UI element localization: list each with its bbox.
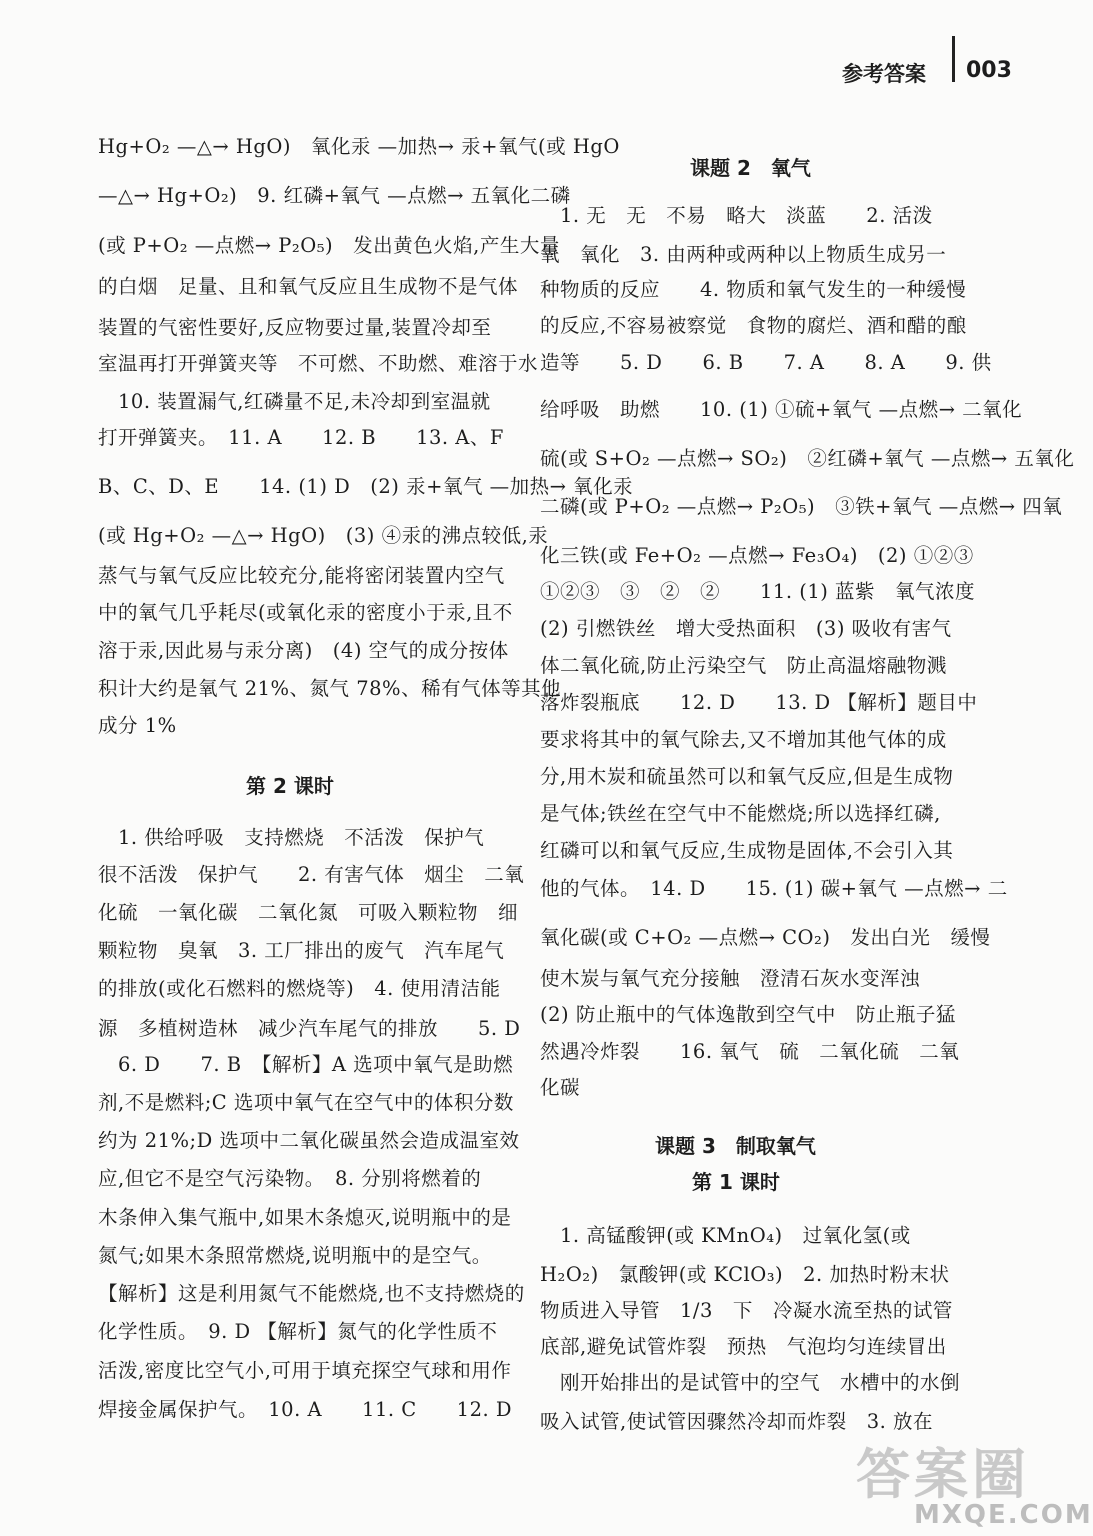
answer-line: 给呼吸 助燃 10. (1) ①硫+氧气 —点燃→ 二氧化 <box>540 398 1023 421</box>
answer-line: 中的氧气几乎耗尽(或氧化汞的密度小于汞,且不 <box>98 601 513 624</box>
answer-line: 溶于汞,因此易与汞分离) (4) 空气的成分按体 <box>98 639 509 662</box>
answer-line: 使木炭与氧气充分接触 澄清石灰水变浑浊 <box>540 967 921 990</box>
header-label: 参考答案 <box>842 62 926 86</box>
answer-line: 颗粒物 臭氧 3. 工厂排出的废气 汽车尾气 <box>98 939 505 962</box>
watermark-url: MXQE.COM <box>914 1500 1093 1530</box>
answer-line: 剂,不是燃料;C 选项中氧气在空气中的体积分数 <box>98 1091 514 1114</box>
answer-line: 很不活泼 保护气 2. 有害气体 烟尘 二氧 <box>98 863 525 886</box>
section-title: 第 2 课时 <box>246 774 334 798</box>
answer-line: 红磷可以和氧气反应,生成物是固体,不会引入其 <box>540 839 954 862</box>
answer-line: 体二氧化硫,防止污染空气 防止高温熔融物溅 <box>540 654 947 677</box>
answer-line: 落炸裂瓶底 12. D 13. D 【解析】题目中 <box>540 691 978 714</box>
watermark-logo: 答案圈 <box>856 1443 1030 1506</box>
answer-line: 约为 21%;D 选项中二氧化碳虽然会造成温室效 <box>98 1129 520 1152</box>
answer-line: 室温再打开弹簧夹等 不可燃、不助燃、难溶于水 <box>98 352 539 375</box>
answer-line: 化三铁(或 Fe+O₂ —点燃→ Fe₃O₄) (2) ①②③ <box>540 544 974 567</box>
answer-line: 【解析】这是利用氮气不能燃烧,也不支持燃烧的 <box>98 1282 525 1305</box>
answer-line: —△→ Hg+O₂) 9. 红磷+氧气 —点燃→ 五氧化二磷 <box>98 184 571 207</box>
answer-line: (2) 防止瓶中的气体逸散到空气中 防止瓶子猛 <box>540 1003 956 1026</box>
answer-line: 造等 5. D 6. B 7. A 8. A 9. 供 <box>540 351 992 374</box>
answer-line: 他的气体。 14. D 15. (1) 碳+氧气 —点燃→ 二 <box>540 877 1008 900</box>
header-rule <box>952 36 955 82</box>
answer-line: 分,用木炭和硫虽然可以和氧气反应,但是生成物 <box>540 765 954 788</box>
answer-line: 化学性质。 9. D 【解析】氮气的化学性质不 <box>98 1320 498 1343</box>
answer-line: 种物质的反应 4. 物质和氧气发生的一种缓慢 <box>540 278 967 301</box>
answer-line: 6. D 7. B 【解析】A 选项中氧气是助燃 <box>98 1053 514 1076</box>
answer-line: 焊接金属保护气。 10. A 11. C 12. D <box>98 1398 513 1421</box>
answer-line: 1. 高锰酸钾(或 KMnO₄) 过氧化氢(或 <box>540 1224 911 1247</box>
answer-line: (或 Hg+O₂ —△→ HgO) (3) ④汞的沸点较低,汞 <box>98 524 549 547</box>
answer-line: 木条伸入集气瓶中,如果木条熄灭,说明瓶中的是 <box>98 1206 512 1229</box>
section-title: 课题 2 氧气 <box>690 156 811 180</box>
answer-line: (或 P+O₂ —点燃→ P₂O₅) 发出黄色火焰,产生大量 <box>98 234 560 257</box>
answer-line: 打开弹簧夹。 11. A 12. B 13. A、F <box>98 426 504 449</box>
answer-line: 的白烟 足量、且和氧气反应且生成物不是气体 <box>98 275 519 298</box>
answer-line: 装置的气密性要好,反应物要过量,装置冷却至 <box>98 316 492 339</box>
answer-line: 然遇冷炸裂 16. 氧气 硫 二氧化硫 二氧 <box>540 1040 960 1063</box>
answer-line: 物质进入导管 1/3 下 冷凝水流至热的试管 <box>540 1299 953 1322</box>
answer-line: H₂O₂) 氯酸钾(或 KClO₃) 2. 加热时粉末状 <box>540 1263 950 1286</box>
answer-line: 氧化碳(或 C+O₂ —点燃→ CO₂) 发出白光 缓慢 <box>540 926 991 949</box>
answer-line: 成分 1% <box>98 714 177 737</box>
answer-line: 氧 氧化 3. 由两种或两种以上物质生成另一 <box>540 243 947 266</box>
answer-line: 10. 装置漏气,红磷量不足,未冷却到室温就 <box>98 390 491 413</box>
answer-line: 刚开始排出的是试管中的空气 水槽中的水倒 <box>540 1371 961 1394</box>
answer-line: 1. 供给呼吸 支持燃烧 不活泼 保护气 <box>98 826 485 849</box>
answer-line: 硫(或 S+O₂ —点燃→ SO₂) ②红磷+氧气 —点燃→ 五氧化 <box>540 447 1075 470</box>
answer-line: 底部,避免试管炸裂 预热 气泡均匀连续冒出 <box>540 1335 947 1358</box>
answer-line: 是气体;铁丝在空气中不能燃烧;所以选择红磷, <box>540 802 941 825</box>
answer-line: 氮气;如果木条照常燃烧,说明瓶中的是空气。 <box>98 1244 492 1267</box>
section-subtitle: 第 1 课时 <box>692 1170 780 1194</box>
answer-line: 要求将其中的氧气除去,又不增加其他气体的成 <box>540 728 947 751</box>
answer-line: B、C、D、E 14. (1) D (2) 汞+氧气 —加热→ 氧化汞 <box>98 475 634 498</box>
answer-line: 化碳 <box>540 1076 581 1099</box>
answer-line: 积计大约是氧气 21%、氮气 78%、稀有气体等其他 <box>98 677 562 700</box>
answer-line: (2) 引燃铁丝 增大受热面积 (3) 吸收有害气 <box>540 617 952 640</box>
answer-line: 的排放(或化石燃料的燃烧等) 4. 使用清洁能 <box>98 977 501 1000</box>
answer-line: 吸入试管,使试管因骤然冷却而炸裂 3. 放在 <box>540 1410 934 1433</box>
answer-line: 应,但它不是空气污染物。 8. 分别将燃着的 <box>98 1167 482 1190</box>
answer-line: Hg+O₂ —△→ HgO) 氧化汞 —加热→ 汞+氧气(或 HgO <box>98 135 620 158</box>
answer-line: ①②③ ③ ② ② 11. (1) 蓝紫 氧气浓度 <box>540 580 976 603</box>
answer-line: 的反应,不容易被察觉 食物的腐烂、酒和醋的酿 <box>540 314 967 337</box>
answer-line: 1. 无 无 不易 略大 淡蓝 2. 活泼 <box>540 204 933 227</box>
answer-line: 蒸气与氧气反应比较充分,能将密闭装置内空气 <box>98 564 505 587</box>
page-number: 003 <box>966 58 1012 83</box>
answer-line: 源 多植树造林 减少汽车尾气的排放 5. D <box>98 1017 521 1040</box>
section-title: 课题 3 制取氧气 <box>655 1134 816 1158</box>
answer-line: 化硫 一氧化碳 二氧化氮 可吸入颗粒物 细 <box>98 901 519 924</box>
answer-line: 活泼,密度比空气小,可用于填充探空气球和用作 <box>98 1359 512 1382</box>
answer-line: 二磷(或 P+O₂ —点燃→ P₂O₅) ③铁+氧气 —点燃→ 四氧 <box>540 495 1063 518</box>
